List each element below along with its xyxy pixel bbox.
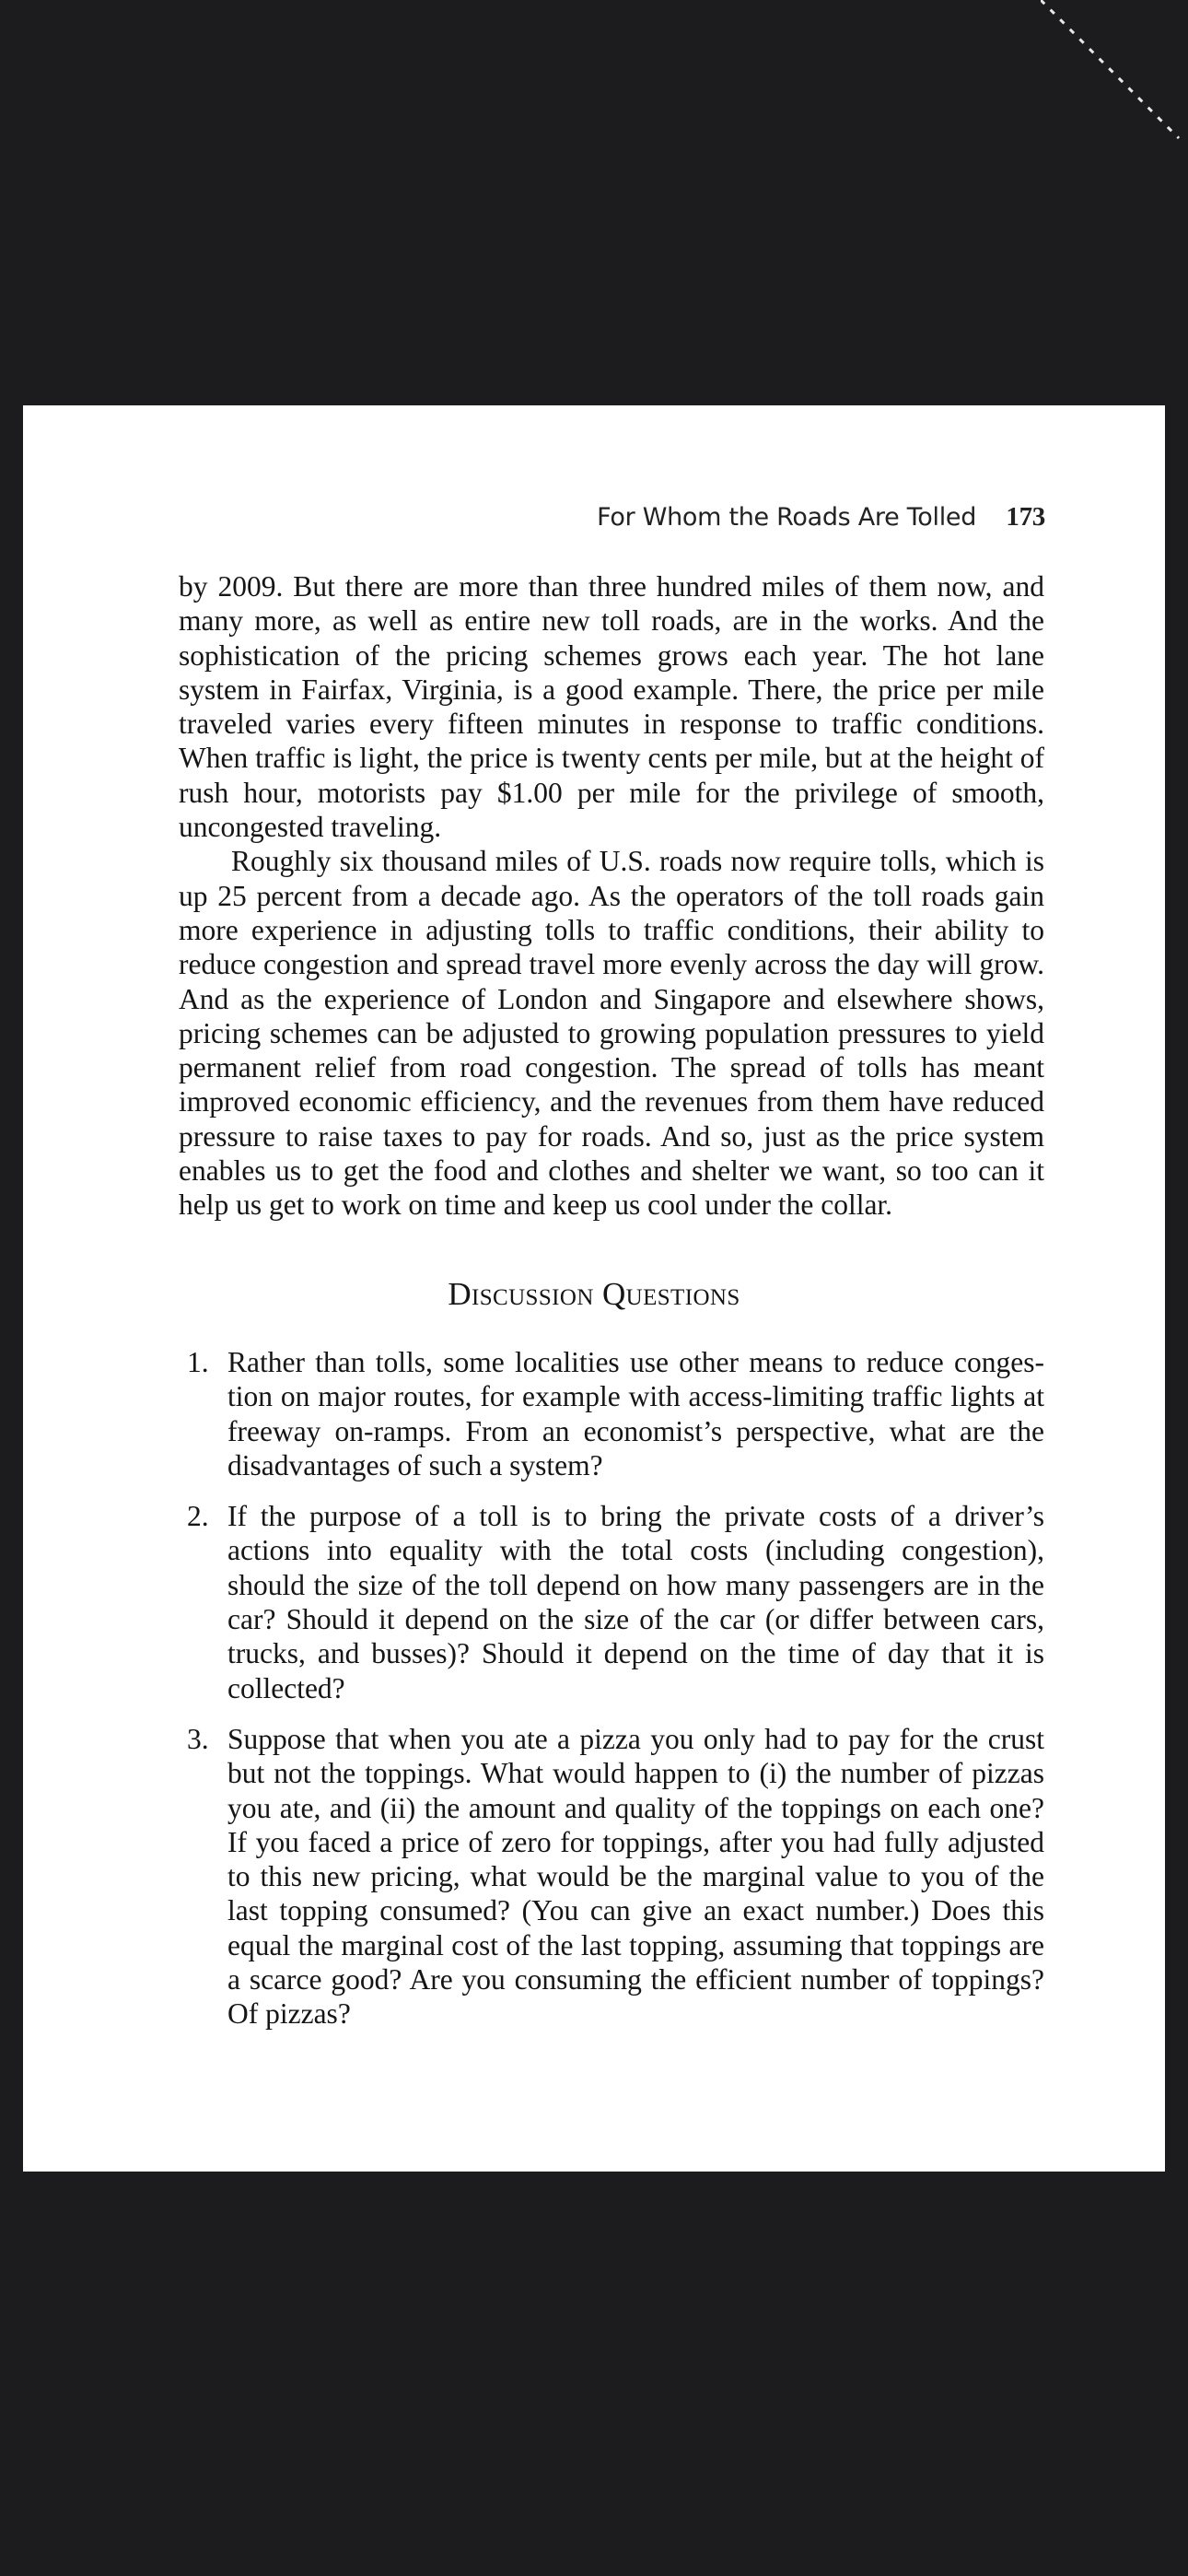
question-text: Suppose that when you ate a pizza you only had to pay for the crust but not the toppings. What would happen to (i) the number of pizzas you ate, and (ii) the amount and quality of the toppings on each one? If you faced a price of zero for toppings, after you had fully adjusted to this new pricing, what would be the marginal value to you of the last topping consumed? (You can give an exact number.) Does this equal the marginal cost of the last topping, assuming that toppings are a scarce good? Are you consuming the efficient number of toppings? Of pizzas? bbox=[227, 1722, 1044, 2031]
running-head bbox=[597, 502, 1045, 533]
question-text: Rather than tolls, some localities use other means to reduce congestion on major routes, for example with access-limiting traffic lights at freeway on-ramps. From an economist’s perspective, what are the disadvantages of such a system? bbox=[227, 1346, 1044, 1481]
question-item bbox=[179, 1499, 1044, 1705]
book-page bbox=[23, 405, 1165, 2172]
question-number: 1. bbox=[187, 1346, 209, 1378]
paragraph: by 2009. But there are more than three hundred miles of them now, and many more, as well as entire new toll roads, are in the works. And the sophistication of the pricing schemes grows each year. The hot lane system in Fairfax, Virginia, is a good example. There, the price per mile traveled varies every fifteen minutes in response to traffic conditions. When traffic is light, the price is twenty cents per mile, but at the height of rush hour, motorists pay $1.00 per mile for the privilege of smooth, uncongested traveling. bbox=[179, 570, 1044, 844]
paragraph: Roughly six thousand miles of U.S. roads now require tolls, which is up 25 percent from a decade ago. As the operators of the toll roads gain more experience in adjusting tolls to traffic conditions, their ability to reduce congestion and spread travel more evenly across the day will grow. And as the experience of London and Singapore and elsewhere shows, pricing schemes can be adjusted to growing population pressures to yield permanent relief from road congestion. The spread of tolls has meant improved economic efficiency, and the revenues from them have reduced pressure to raise taxes to pay for roads. And so, just as the price system enables us to get the food and clothes and shelter we want, so too can it help us get to work on time and keep us cool under the collar. bbox=[179, 845, 1044, 1222]
section-heading: Discussion Questions bbox=[448, 1276, 740, 1312]
page-number: 173 bbox=[1006, 502, 1045, 532]
question-number: 3. bbox=[187, 1722, 209, 1755]
question-text: If the purpose of a toll is to bring the private costs of a driver’s actions into equality with the total costs (including congestion), should the size of the toll depend on how many passengers are in the car? Should it depend on the size of the car (or differ between cars, trucks, and busses)? Should it depend on the time of day that it is collected? bbox=[227, 1500, 1044, 1704]
body-text bbox=[179, 569, 1044, 1223]
page-curl-corner[interactable] bbox=[1041, 0, 1188, 147]
question-item bbox=[179, 1345, 1044, 1482]
question-item bbox=[179, 1722, 1044, 2032]
question-number: 2. bbox=[187, 1500, 209, 1533]
discussion-questions-list bbox=[179, 1345, 1044, 2048]
chapter-title: For Whom the Roads Are Tolled bbox=[597, 503, 977, 532]
